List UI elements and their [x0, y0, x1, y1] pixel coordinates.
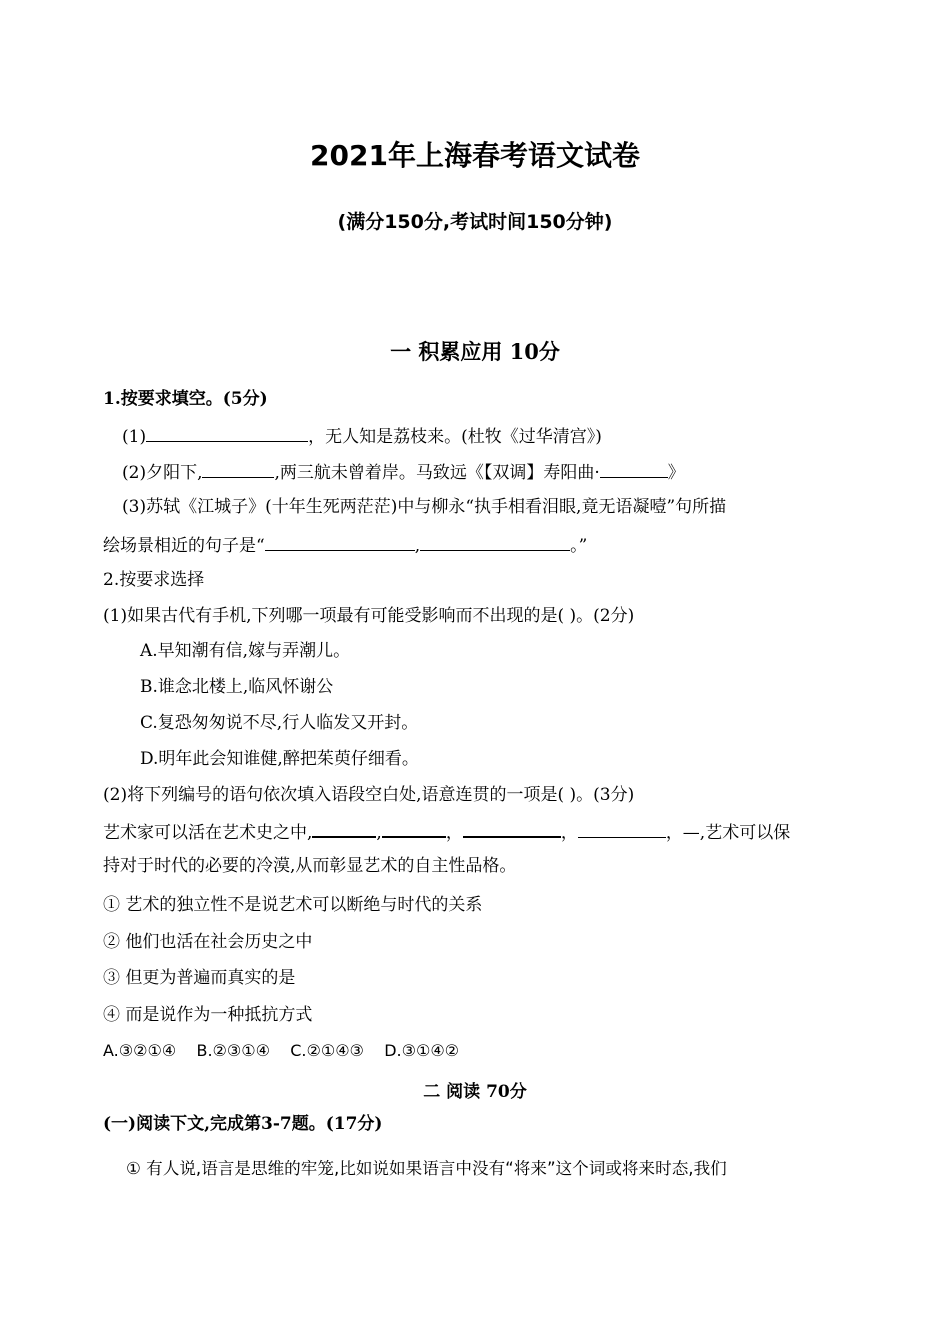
q1-p2-middle: ,两三航未曾着岸。马致远《【双调】寿阳曲·: [274, 463, 600, 483]
answer-blank[interactable]: [146, 424, 308, 442]
answer-choices: A.③②①④ B.②③①④ C.②①④③ D.③①④②: [103, 1041, 460, 1060]
passage-separator: ，: [560, 823, 578, 843]
passage-line-2: 持对于时代的必要的冷漠,从而彰显艺术的自主性品格。: [103, 856, 517, 876]
question-1-part-3-line-1: (3)苏轼《江城子》(十年生死两茫茫)中与柳永“执手相看泪眼,竟无语凝噎”句所描: [122, 497, 727, 517]
passage-separator: ,: [376, 823, 382, 843]
answer-blank[interactable]: [420, 533, 570, 551]
option-b: B.谁念北楼上,临风怀谢公: [140, 677, 334, 697]
answer-blank[interactable]: [600, 460, 668, 478]
answer-blank[interactable]: [578, 820, 666, 838]
question-2-sub-2-stem: (2)将下列编号的语句依次填入语段空白处,语意连贯的一项是( )。(3分): [103, 785, 635, 805]
answer-blank[interactable]: [312, 819, 376, 838]
q1-p2-suffix: 》: [667, 463, 685, 483]
option-a: A.早知潮有信,嫁与弄潮儿。: [140, 641, 351, 661]
passage-suffix: ，—,艺术可以保: [665, 823, 791, 843]
q1-p1-prefix: (1): [122, 427, 147, 447]
statement-2: ② 他们也活在社会历史之中: [103, 932, 313, 952]
passage-prefix: 艺术家可以活在艺术史之中,: [103, 823, 313, 843]
option-d: D.明年此会知谁健,醉把茱萸仔细看。: [140, 749, 419, 769]
question-2-stem: 2.按要求选择: [103, 570, 205, 590]
reading-stem: (一)阅读下文,完成第3-7题。(17分): [103, 1114, 383, 1134]
answer-blank[interactable]: [463, 819, 561, 838]
question-1-part-3-line-2: [103, 533, 587, 557]
statement-3: ③ 但更为普遍而真实的是: [103, 968, 296, 988]
section-heading-1: 一 积累应用 10分: [390, 339, 560, 364]
answer-blank[interactable]: [382, 819, 446, 838]
q1-p1-suffix: ，无人知是荔枝来。(杜牧《过华清宫》): [308, 427, 602, 447]
reading-paragraph-1: ① 有人说,语言是思维的牢笼,比如说如果语言中没有“将来”这个词或将来时态,我们: [126, 1159, 727, 1178]
passage-line-1: [103, 819, 790, 844]
answer-blank[interactable]: [202, 460, 274, 478]
page-title: 2021年上海春考语文试卷: [310, 139, 640, 172]
q1-p2-prefix: (2)夕阳下,: [122, 463, 203, 483]
question-1-part-1: [122, 424, 602, 448]
q1-p3-middle: ,: [414, 536, 421, 556]
page-subtitle: (满分150分,考试时间150分钟): [337, 211, 613, 233]
section-heading-2: 二 阅读 70分: [423, 1082, 527, 1102]
answer-blank[interactable]: [265, 533, 415, 551]
question-2-sub-1-stem: (1)如果古代有手机,下列哪一项最有可能受影响而不出现的是( )。(2分): [103, 606, 635, 626]
q1-p3-prefix: 绘场景相近的句子是“: [103, 536, 265, 556]
statement-4: ④ 而是说作为一种抵抗方式: [103, 1005, 313, 1025]
passage-separator: ，: [445, 823, 463, 843]
q1-p3-suffix: 。”: [570, 536, 588, 556]
question-1-part-2: [122, 460, 685, 484]
option-c: C.复恐匆匆说不尽,行人临发又开封。: [140, 713, 419, 733]
statement-1: ① 艺术的独立性不是说艺术可以断绝与时代的关系: [103, 895, 483, 915]
question-1-stem: 1.按要求填空。(5分): [103, 389, 268, 409]
